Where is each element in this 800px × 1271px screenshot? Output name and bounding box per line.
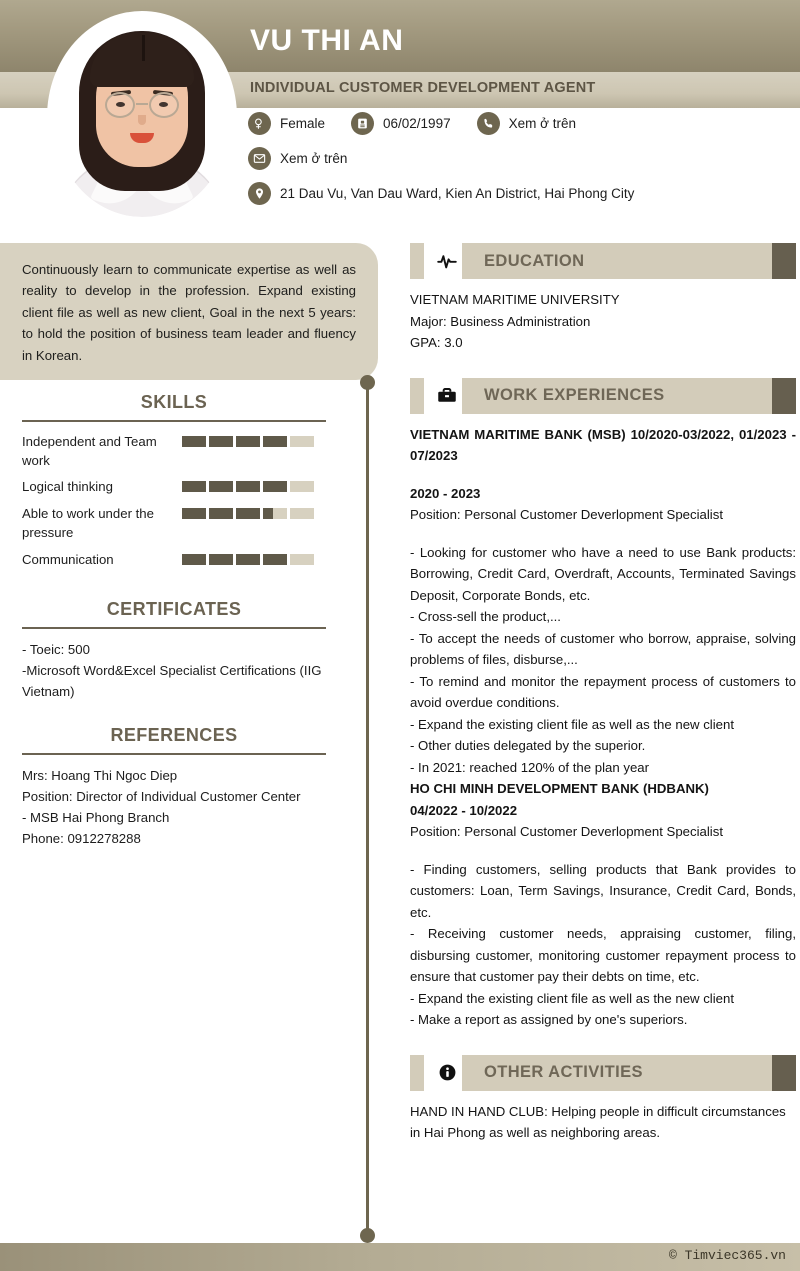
skill-segment — [209, 508, 233, 519]
reference-line: Phone: 0912278288 — [22, 830, 141, 846]
contact-row-2 — [248, 147, 788, 170]
job-period: 2020 - 2023 — [410, 485, 481, 501]
job-title: INDIVIDUAL CUSTOMER DEVELOPMENT AGENT — [250, 80, 596, 96]
skill-label: Able to work under the pressure — [22, 506, 154, 540]
job-company: VIETNAM MARITIME BANK (MSB) 10/2020-03/2022, 01/2023 - 07/2023 — [410, 426, 796, 464]
contact-phone-text: Xem ở trên — [508, 116, 576, 131]
skill-segment — [290, 436, 314, 447]
contact-email — [248, 147, 347, 170]
certificates-section — [22, 599, 326, 701]
certificates-list — [22, 640, 326, 701]
skill-label: Logical thinking — [22, 479, 113, 495]
contact-row-3 — [248, 182, 788, 205]
reference-line: Mrs: Hoang Thi Ngoc Diep — [22, 767, 178, 783]
job-bullet: - To accept the needs of customer who borrow, appraise, solving problems of files, disburse,... — [410, 630, 796, 668]
skill-segment — [182, 436, 206, 447]
skill-level-bar — [182, 481, 314, 492]
skills-rule — [22, 420, 326, 422]
job-bullet: - Other duties delegated by the superior. — [410, 738, 646, 754]
skill-row — [22, 551, 326, 570]
contact-phone — [477, 112, 576, 135]
work-section-header — [410, 378, 796, 414]
certificate-line: - Toeic: 500 — [22, 642, 90, 658]
skill-segment — [209, 436, 233, 447]
skill-row — [22, 478, 326, 497]
skill-segment — [263, 436, 287, 447]
contact-gender-text: Female — [280, 116, 326, 131]
skill-row — [22, 505, 326, 542]
skill-label: Independent and Team work — [22, 434, 157, 468]
contact-birthday-text: 06/02/1997 — [383, 116, 451, 131]
contact-info — [248, 112, 788, 217]
contact-gender — [248, 112, 325, 135]
portrait-illustration — [53, 17, 231, 217]
job-bullet: - Cross-sell the product,... — [410, 609, 561, 625]
job-bullet: - Looking for customer who have a need to use Bank products: Borrowing, Credit Card, Overdraft, Accounts, Terminated Savings Deposit, Corporate Bonds, etc. — [410, 544, 796, 603]
job-position: Position: Personal Customer Deverlopment Specialist — [410, 824, 723, 840]
right-column — [410, 243, 796, 1144]
contact-birthday — [351, 112, 451, 135]
education-section-header — [410, 243, 796, 279]
job-bullet: - Expand the existing client file as well as the new client — [410, 716, 734, 732]
work-heading: WORK EXPERIENCES — [484, 386, 665, 405]
work-body — [410, 424, 796, 1031]
contact-address-text: 21 Dau Vu, Van Dau Ward, Kien An District, Hai Phong City — [280, 186, 635, 201]
contact-row-1 — [248, 112, 788, 135]
gender-icon — [248, 112, 271, 135]
skill-segment — [290, 554, 314, 565]
skill-segment — [263, 481, 287, 492]
skills-section — [22, 392, 326, 569]
email-icon — [248, 147, 271, 170]
footer-bar — [0, 1243, 800, 1271]
job-bullet: - Receiving customer needs, appraising customer, filing, disbursing customer, monitoring customer repayment process to ensure that customer pay their debts on time, etc. — [410, 926, 796, 985]
job-bullet: - Finding customers, selling products that Bank provides to customers: Loan, Term Savings, Insurance, Credit Card, Bonds, etc. — [410, 861, 796, 920]
contact-address — [248, 182, 634, 205]
briefcase-icon — [432, 378, 462, 414]
skill-segment — [290, 481, 314, 492]
profile-photo — [53, 17, 231, 217]
job-bullet: - To remind and monitor the repayment process of customers to avoid overdue conditions. — [410, 673, 796, 711]
info-circle-icon — [432, 1055, 462, 1091]
skill-segment — [182, 481, 206, 492]
skill-row — [22, 433, 326, 470]
skill-segment — [209, 481, 233, 492]
job-company: HO CHI MINH DEVELOPMENT BANK (HDBANK) — [410, 781, 709, 797]
job-position: Position: Personal Customer Deverlopment Specialist — [410, 507, 723, 523]
education-heading: EDUCATION — [484, 251, 585, 270]
skill-level-bar — [182, 508, 314, 519]
other-activities-section-header — [410, 1055, 796, 1091]
summary-text: Continuously learn to communicate expertise as well as reality to develop in the profession. Expand existing client file as well as new client, Goal in the next 5 years: to hold the position of business team leader and fluency in Korean. — [22, 262, 356, 363]
reference-line: - MSB Hai Phong Branch — [22, 809, 170, 825]
certificates-heading: CERTIFICATES — [106, 599, 242, 620]
left-column — [22, 392, 326, 850]
skill-segment — [209, 554, 233, 565]
references-rule — [22, 753, 326, 755]
references-list — [22, 766, 326, 849]
education-line: VIETNAM MARITIME UNIVERSITY — [410, 292, 620, 307]
certificate-line: -Microsoft Word&Excel Specialist Certifications (IIG Vietnam) — [22, 663, 322, 699]
location-pin-icon — [248, 182, 271, 205]
summary-box — [0, 243, 378, 380]
skill-segment — [182, 554, 206, 565]
skill-segment — [236, 508, 260, 519]
skill-level-bar — [182, 436, 314, 447]
skill-segment — [236, 436, 260, 447]
page-title: VU THI AN — [250, 24, 404, 57]
other-activities-heading: OTHER ACTIVITIES — [484, 1063, 643, 1082]
pulse-heartbeat-icon — [432, 243, 462, 279]
references-heading: REFERENCES — [110, 724, 238, 745]
job-bullet: - Expand the existing client file as well as the new client — [410, 990, 734, 1006]
skills-heading: SKILLS — [140, 392, 208, 412]
skill-segment — [290, 508, 314, 519]
skill-segment — [263, 554, 287, 565]
skill-segment — [263, 508, 287, 519]
skill-label: Communication — [22, 551, 114, 567]
skill-segment — [182, 508, 206, 519]
skill-segment — [236, 481, 260, 492]
certificates-rule — [22, 627, 326, 629]
skills-list — [22, 433, 326, 569]
job-period: 04/2022 - 10/2022 — [410, 802, 518, 818]
other-activities-text: HAND IN HAND CLUB: Helping people in difficult circumstances in Hai Phong as well as neighboring areas. — [410, 1103, 786, 1141]
footer-credit: © Timviec365.vn — [668, 1248, 786, 1263]
job-bullet: - Make a report as assigned by one's superiors. — [410, 1012, 688, 1028]
birthday-calendar-icon — [351, 112, 374, 135]
skill-level-bar — [182, 554, 314, 565]
references-section — [22, 725, 326, 849]
contact-email-text: Xem ở trên — [280, 151, 348, 166]
skill-segment — [236, 554, 260, 565]
reference-line: Position: Director of Individual Customer Center — [22, 788, 301, 804]
timeline-dot-bottom — [360, 1228, 375, 1243]
education-line: GPA: 3.0 — [410, 335, 463, 351]
job-bullet: - In 2021: reached 120% of the plan year — [410, 759, 650, 775]
timeline-line — [366, 382, 369, 1234]
education-body — [410, 289, 796, 354]
education-line: Major: Business Administration — [410, 313, 591, 329]
phone-icon — [477, 112, 500, 135]
